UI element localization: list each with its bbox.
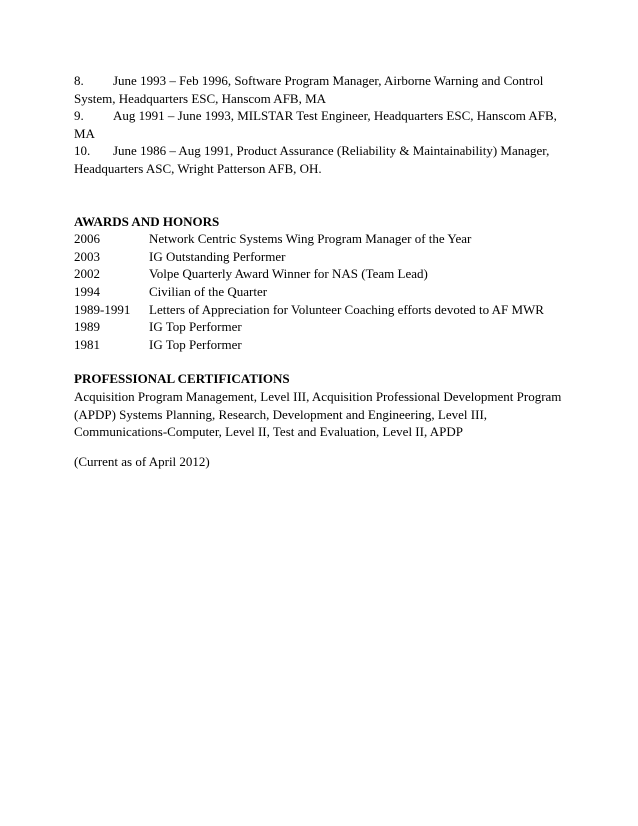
award-year: 2003 [74,248,100,264]
history-list [74,72,574,178]
history-item-number: 9. [74,108,84,124]
award-title: IG Top Performer [149,319,242,335]
history-item-number: 10. [74,143,91,159]
award-year: 2002 [74,266,100,282]
history-item [74,107,574,142]
award-row [74,336,574,354]
history-item-continuation: Headquarters ASC, Wright Patterson AFB, OH. [74,160,322,176]
current-as-of-note: (Current as of April 2012) [74,453,210,469]
award-year: 1994 [74,283,100,299]
award-row [74,265,574,283]
certifications-heading: PROFESSIONAL CERTIFICATIONS [74,371,290,387]
history-item-continuation: System, Headquarters ESC, Hanscom AFB, MA [74,90,327,106]
certifications-section [74,370,574,440]
history-item-number: 8. [74,73,84,88]
history-item-continuation: MA [74,125,95,141]
history-item-text: June 1993 – Feb 1996, Software Program Manager, Airborne Warning and Control [113,73,544,88]
award-title: IG Outstanding Performer [149,248,286,264]
history-item-text: Aug 1991 – June 1993, MILSTAR Test Engineer, Headquarters ESC, Hanscom AFB, [113,108,557,124]
document-page [74,72,574,470]
award-title: Letters of Appreciation for Volunteer Coaching efforts devoted to AF MWR [149,301,544,317]
award-title: IG Top Performer [149,336,242,352]
certification-line: Acquisition Program Management, Level III, Acquisition Professional Development Program [74,388,562,404]
award-title: Volpe Quarterly Award Winner for NAS (Team Lead) [149,266,428,282]
awards-heading: AWARDS AND HONORS [74,213,220,229]
award-row [74,248,574,266]
award-title: Network Centric Systems Wing Program Manager of the Year [149,231,472,247]
award-year: 2006 [74,231,100,247]
certification-line: (APDP) Systems Planning, Research, Development and Engineering, Level III, [74,406,488,422]
award-row [74,301,574,319]
award-title: Civilian of the Quarter [149,283,268,299]
award-row [74,283,574,301]
awards-section [74,213,574,354]
award-row [74,318,574,336]
award-year: 1981 [74,336,100,352]
award-year: 1989 [74,319,100,335]
award-year: 1989-1991 [74,301,131,317]
award-row [74,230,574,248]
certification-line: Communications-Computer, Level II, Test and Evaluation, Level II, APDP [74,424,463,440]
history-item-text: June 1986 – Aug 1991, Product Assurance (Reliability & Maintainability) Manager, [113,143,550,159]
history-item [74,142,574,177]
history-item [74,72,574,107]
